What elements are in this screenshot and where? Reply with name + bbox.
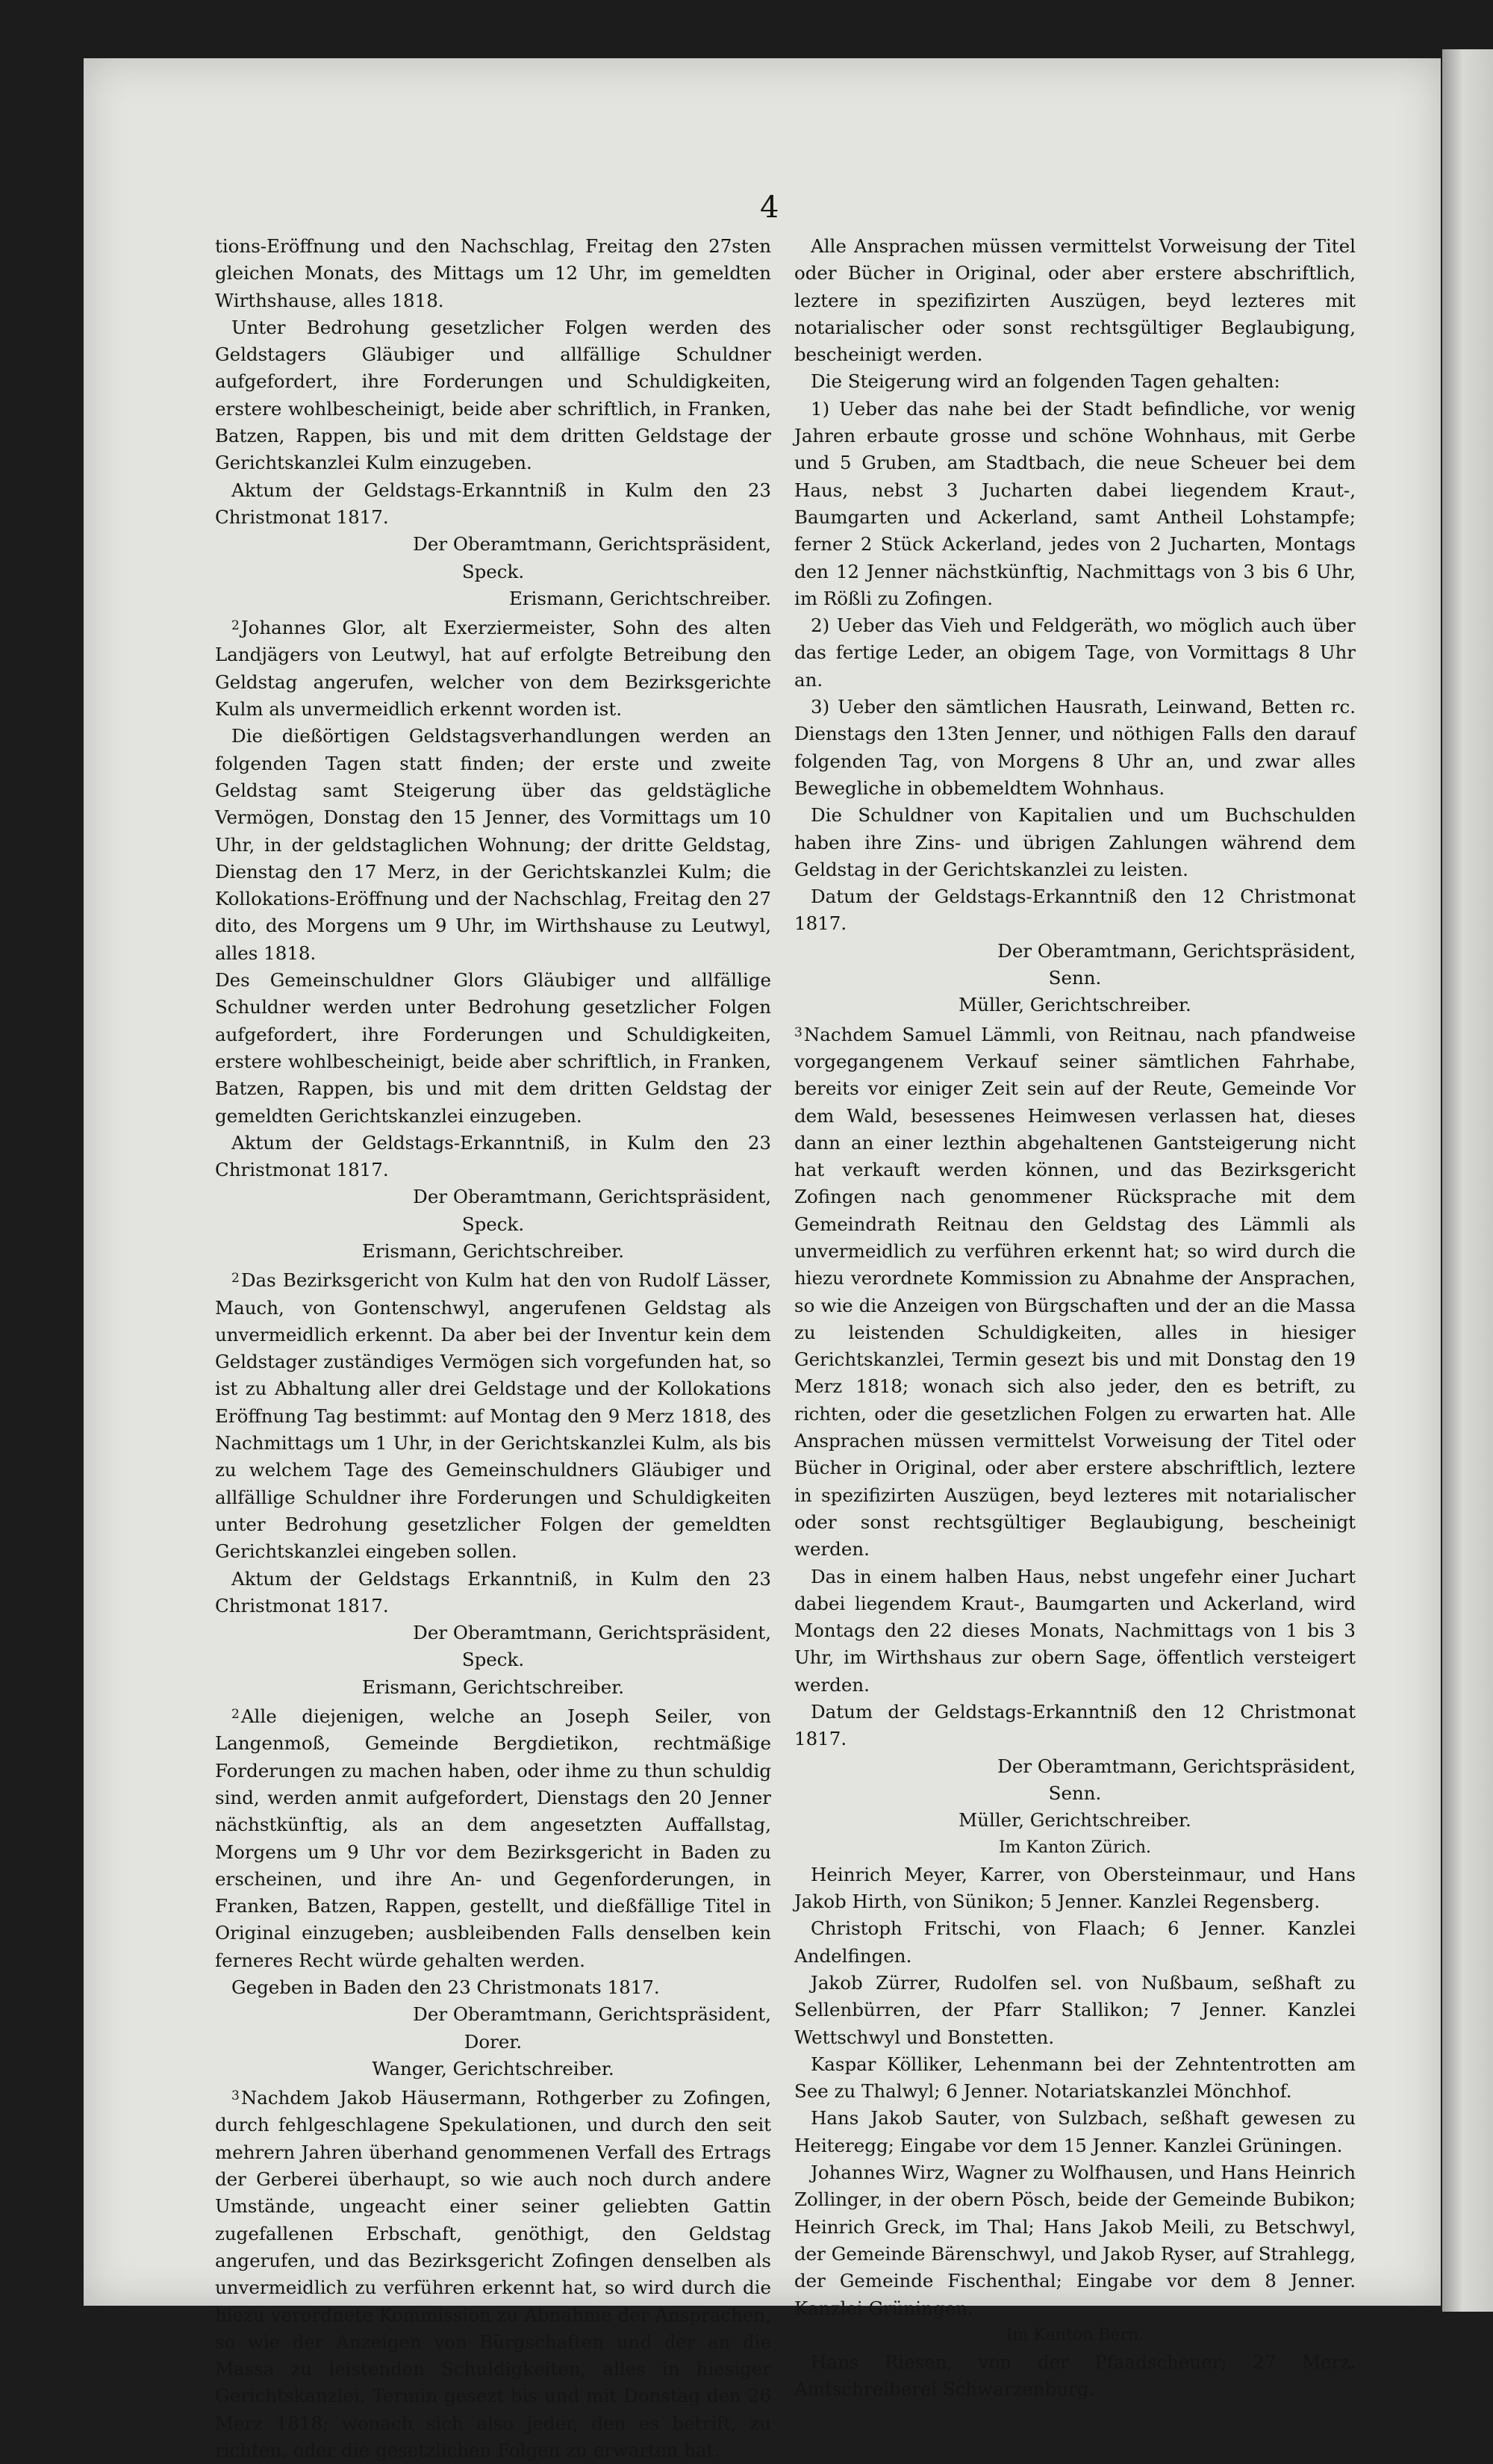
left-column-paragraph-l1 [215, 233, 771, 314]
paragraph-text: Datum der Geldstags-Erkanntniß den 12 Christmonat 1817. [794, 1701, 1356, 1750]
left-column-paragraph-l19 [215, 1701, 771, 1974]
paragraph-text: 3) Ueber den sämtlichen Hausrath, Leinwand, Betten rc. Dienstags den 13ten Jenner, und nöthigen Falls den darauf folgenden Tag, von Morgens 8 Uhr an, und zwar alles Bewegliche in obbemeldtem Wohnhaus. [794, 696, 1356, 799]
paragraph-text: Nachdem Samuel Lämmli, von Reitnau, nach pfandweise vorgegangenem Verkauf seiner sämtlichen Fahrhabe, bereits vor einiger Zeit sein auf der Reute, Gemeinde Vor dem Wald, besessenes Heimwesen verlassen hat, dieses dann an einer lezthin abgehaltenen Gantsteigerung nicht hat verkauft werden können, und das Bezirksgericht Zofingen nach genommener Rücksprache mit dem Gemeindrath Reitnau den Geldstag des Lämmli als unvermeidlich zu verführen erkennt hat; so wird durch die hiezu verordnete Kommission zu Abnahme der Ansprachen, so wie die Anzeigen von Bürgschaften und der an die Massa zu leistenden Schuldigkeiten, alles in hiesiger Gerichtskanzlei, Termin gesezt bis und mit Donstag den 19 Merz 1818; wonach sich also jeder, den es betrift, zu richten, oder die gesetzlichen Folgen zu erwarten hat. Alle Ansprachen müssen vermittelst Vorweisung der Titel oder Bücher in Original, oder aber erstere abschriftlich, leztere in spezifizirten Auszügen, beyd lezteres mit notarialischer oder sonst rechtsgültiger Beglaubigung, bescheinigt werden. [794, 1023, 1356, 1561]
right-column-paragraph-r7 [794, 883, 1356, 938]
left-column-paragraph-l15 [215, 1566, 771, 1620]
right-column-paragraph-r20 [794, 1970, 1356, 2051]
paragraph-text: Der Oberamtmann, Gerichtspräsident, [413, 1622, 771, 1644]
paragraph-text: Aktum der Geldstags-Erkanntniß in Kulm den 23 Christmonat 1817. [215, 479, 771, 528]
right-column-paragraph-r2 [794, 368, 1356, 395]
insertion-count-marker: 2 [231, 1707, 240, 1723]
paragraph-text: Unter Bedrohung gesetzlicher Folgen werden des Geldstagers Gläubiger und allfällige Schuldner aufgefordert, ihre Forderungen und Schuldigkeiten, erstere wohlbescheinigt, beide aber schriftlich, in Franken, Batzen, Rappen, bis und mit dem dritten Geldstage der Gerichtskanzlei Kulm einzugeben. [215, 316, 771, 474]
left-column-paragraph-l16 [215, 1620, 771, 1646]
left-column-paragraph-l7 [215, 612, 771, 723]
paragraph-text: 2) Ueber das Vieh und Feldgeräth, wo möglich auch über das fertige Leder, an obigem Tage, von Vormittags 8 Uhr an. [794, 615, 1356, 691]
paragraph-text: Müller, Gerichtschreiber. [959, 994, 1191, 1016]
left-column-paragraph-l14 [215, 1265, 771, 1565]
paragraph-text: Aktum der Geldstags-Erkanntniß, in Kulm den 23 Christmonat 1817. [215, 1131, 771, 1181]
insertion-count-marker: 3 [794, 1024, 802, 1040]
left-column-paragraph-l24 [215, 2082, 771, 2464]
right-column-paragraph-r23 [794, 2159, 1356, 2322]
paragraph-text: tions-Eröffnung und den Nachschlag, Freitag den 27sten gleichen Monats, des Mittags um 12 Uhr, im gemeldten Wirthshause, alles 1818. [215, 235, 771, 311]
right-column-paragraph-r10 [794, 992, 1356, 1018]
left-column-paragraph-l17 [215, 1646, 771, 1673]
right-column-paragraph-r11 [794, 1019, 1356, 1564]
paragraph-text: Des Gemeinschuldner Glors Gläubiger und allfällige Schuldner werden unter Bedrohung gesetzlicher Folgen aufgefordert, ihre Forderungen und Schuldigkeiten, erstere wohlbescheinigt, beide aber schriftlich, in Franken, Batzen, Rappen, bis und mit dem dritten Geldstag der gemeldten Gerichtskanzlei einzugeben. [215, 969, 771, 1127]
paragraph-text: Heinrich Meyer, Karrer, von Obersteinmaur, und Hans Jakob Hirth, von Sünikon; 5 Jenner. Kanzlei Regensberg. [794, 1863, 1356, 1913]
right-column-paragraph-r4 [794, 612, 1356, 694]
right-column-paragraph-r3 [794, 396, 1356, 612]
paragraph-text: Speck. [461, 560, 525, 582]
left-column-paragraph-l13 [215, 1238, 771, 1265]
paragraph-text: Speck. [461, 1649, 525, 1671]
paragraph-text: Der Oberamtmann, Gerichtspräsident, [413, 1186, 771, 1208]
paragraph-text: Datum der Geldstags-Erkanntniß den 12 Christmonat 1817. [794, 886, 1356, 935]
paragraph-text: Im Kanton Bern. [1006, 2325, 1144, 2345]
right-column [794, 233, 1356, 2404]
left-column-paragraph-l4 [215, 531, 771, 558]
paragraph-text: Müller, Gerichtschreiber. [959, 1809, 1191, 1832]
paragraph-text: Senn. [1048, 1782, 1102, 1804]
right-column-paragraph-r22 [794, 2105, 1356, 2159]
left-column-paragraph-l5 [215, 559, 771, 585]
page-number: 4 [760, 190, 779, 225]
left-column-paragraph-l18 [215, 1674, 771, 1701]
left-column-paragraph-l6 [215, 585, 771, 612]
paragraph-text: Kaspar Kölliker, Lehenmann bei der Zehntentrotten am See zu Thalwyl; 6 Jenner. Notariatskanzlei Mönchhof. [794, 2053, 1356, 2103]
paragraph-text: Das in einem halben Haus, nebst ungefehr einer Juchart dabei liegendem Kraut-, Baumgarten und Ackerland, wird Montags den 22 dieses Monats, Nachmittags von 1 bis 3 Uhr, im Wirthshaus zur obern Sage, öffentlich versteigert werden. [794, 1565, 1356, 1696]
right-column-paragraph-r14 [794, 1753, 1356, 1780]
adjacent-page-edge [1442, 49, 1493, 2312]
left-column-paragraph-l11 [215, 1183, 771, 1210]
right-column-paragraph-r16 [794, 1807, 1356, 1834]
paragraph-text: Die dießörtigen Geldstagsverhandlungen werden an folgenden Tagen statt finden; der erste und zweite Geldstag samt Steigerung über das geldstägliche Vermögen, Donstag den 15 Jenner, des Vormittags um 10 Uhr, in der geldstaglichen Wohnung; der dritte Geldstag, Dienstag den 17 Merz, in der Gerichtskanzlei Kulm; die Kollokations-Eröffnung und der Nachschlag, Freitag den 27 dito, des Morgens um 9 Uhr, im Wirthshause zu Leutwyl, alles 1818. [215, 725, 771, 964]
paragraph-text: Wanger, Gerichtschreiber. [372, 2057, 614, 2079]
right-column-paragraph-r17 [794, 1835, 1356, 1861]
right-column-paragraph-r12 [794, 1564, 1356, 1699]
right-column-paragraph-r18 [794, 1861, 1356, 1916]
paragraph-text: Alle diejenigen, welche an Joseph Seiler, von Langenmoß, Gemeinde Bergdietikon, rechtmäßige Forderungen zu machen haben, oder ihme zu thun schuldig sind, werden anmit aufgefordert, Dienstags den 20 Jenner nächstkünftig, als an dem angesetzten Auffallstag, Morgens um 9 Uhr vor dem Bezirksgericht in Baden zu erscheinen, und ihre An- und Gegenforderungen, in Franken, Batzen, Rappen, gestellt, und dießfällige Titel in Original einzugeben; ausbleibenden Falls denselben kein ferneres Recht würde gehalten werden. [215, 1705, 771, 1971]
paragraph-text: Hans Jakob Sauter, von Sulzbach, seßhaft gewesen zu Heiteregg; Eingabe vor dem 15 Jenner. Kanzlei Grüningen. [794, 2107, 1356, 2156]
right-column-paragraph-r25 [794, 2349, 1356, 2404]
left-column-paragraph-l10 [215, 1130, 771, 1184]
paragraph-text: Johannes Wirz, Wagner zu Wolfhausen, und Hans Heinrich Zollinger, in der obern Pösch, beide der Gemeinde Bubikon; Heinrich Greck, im Thal; Hans Jakob Meili, zu Betschwyl, der Gemeinde Bärenschwyl, und Jakob Ryser, auf Strahlegg, der Gemeinde Fischenthal; Eingabe vor dem 8 Jenner. Kanzlei Grüningen. [794, 2162, 1356, 2319]
paragraph-text: Gegeben in Baden den 23 Christmonats 1817. [231, 1976, 660, 1998]
paragraph-text: Christoph Fritschi, von Flaach; 6 Jenner. Kanzlei Andelfingen. [794, 1917, 1356, 1967]
paragraph-text: Nachdem Jakob Häusermann, Rothgerber zu Zofingen, durch fehlgeschlagene Spekulationen, und durch den seit mehrern Jahren überhand genommenen Verfall des Ertrags der Gerberei überhaupt, so wie auch noch durch andere Umstände, ungeacht einer seiner geliebten Gattin zugefallenen Erbschaft, genöthigt, den Geldstag angerufen, und das Bezirksgericht Zofingen denselben als unvermeidlich zu verführen erkennt hat, so wird durch die hiezu verordnete Kommission zu Abnahme der Ansprachen, so wie der Anzeigen von Bürgschaften und der an die Massa zu leistenden Schuldigkeiten, alles in hiesiger Gerichtskanzlei, Termin gesezt bis und mit Donstag den 26 Merz 1818; wonach sich also jeder, den es betrift, zu richten, oder die gesetzlichen Folgen zu erwarten hat. [215, 2087, 771, 2462]
right-column-paragraph-r15 [794, 1780, 1356, 1807]
right-column-paragraph-r21 [794, 2051, 1356, 2106]
right-column-paragraph-r13 [794, 1699, 1356, 1753]
paragraph-text: Alle Ansprachen müssen vermittelst Vorweisung der Titel oder Bücher in Original, oder aber erstere abschriftlich, leztere in spezifizirten Auszügen, beyd lezteres mit notarialischer oder sonst rechtsgültiger Beglaubigung, bescheinigt werden. [794, 235, 1356, 366]
right-column-paragraph-r6 [794, 802, 1356, 883]
paragraph-text: Speck. [461, 1213, 525, 1235]
insertion-count-marker: 3 [231, 2088, 240, 2104]
paragraph-text: Der Oberamtmann, Gerichtspräsident, [413, 2003, 771, 2026]
right-column-paragraph-r9 [794, 965, 1356, 992]
paragraph-text: Die Steigerung wird an folgenden Tagen gehalten: [811, 370, 1280, 393]
right-column-paragraph-r1 [794, 233, 1356, 368]
left-column-paragraph-l23 [215, 2056, 771, 2082]
insertion-count-marker: 2 [231, 1271, 240, 1287]
paragraph-text: Erismann, Gerichtschreiber. [508, 587, 771, 609]
paragraph-text: Der Oberamtmann, Gerichtspräsident, [413, 533, 771, 556]
right-column-paragraph-r5 [794, 694, 1356, 802]
paragraph-text: Dorer. [464, 2030, 523, 2053]
left-column-paragraph-l21 [215, 2001, 771, 2028]
left-column-paragraph-l20 [215, 1974, 771, 2001]
right-column-paragraph-r19 [794, 1915, 1356, 1970]
left-column-paragraph-l2 [215, 314, 771, 477]
left-column-paragraph-l3 [215, 477, 771, 532]
paragraph-text: Aktum der Geldstags Erkanntniß, in Kulm den 23 Christmonat 1817. [215, 1567, 771, 1617]
right-column-paragraph-r8 [794, 938, 1356, 965]
left-column-paragraph-l9 [215, 967, 771, 1130]
paragraph-text: 1) Ueber das nahe bei der Stadt befindliche, vor wenig Jahren erbaute grosse und schöne Wohnhaus, mit Gerbe und 5 Gruben, am Stadtbach, die neue Scheuer bei dem Haus, nebst 3 Jucharten dabei liegendem Kraut-, Baumgarten und Ackerland, samt Antheil Lohstampfe; ferner 2 Stück Ackerland, jedes von 2 Jucharten, Montags den 12 Jenner nächstkünftig, Nachmittags von 3 bis 6 Uhr, im Rößli zu Zofingen. [794, 397, 1356, 609]
right-column-paragraph-r24 [794, 2322, 1356, 2349]
paragraph-text: Der Oberamtmann, Gerichtspräsident, [997, 939, 1356, 962]
paragraph-text: Erismann, Gerichtschreiber. [361, 1676, 625, 1698]
left-column-paragraph-l8 [215, 723, 771, 967]
paragraph-text: Der Oberamtmann, Gerichtspräsident, [997, 1755, 1356, 1777]
paragraph-text: Johannes Glor, alt Exerziermeister, Sohn des alten Landjägers von Leutwyl, hat auf erfolgte Betreibung den Geldstag angerufen, welcher von dem Bezirksgerichte Kulm als unvermeidlich erkennt worden ist. [215, 617, 771, 721]
paragraph-text: Das Bezirksgericht von Kulm hat den von Rudolf Lässer, Mauch, von Gontenschwyl, angerufenen Geldstag als unvermeidlich erkennt. Da aber bei der Inventur kein dem Geldstager zuständiges Vermögen sich vorgefunden hat, so ist zu Abhaltung aller drei Geldstage und der Kollokations Eröffnung Tag bestimmt: auf Montag den 9 Merz 1818, des Nachmittags um 1 Uhr, in der Gerichtskanzlei Kulm, als bis zu welchem Tage des Gemeinschuldners Gläubiger und allfällige Schuldner ihre Forderungen und Schuldigkeiten unter Bedrohung gesetzlicher Folgen der gemeldten Gerichtskanzlei eingeben sollen. [215, 1269, 771, 1563]
paragraph-text: Im Kanton Zürich. [998, 1838, 1151, 1857]
left-column-paragraph-l22 [215, 2029, 771, 2056]
paragraph-text: Hans Riesen, von der Pfaadscheuer; 27 Merz. Amtschreiberei Schwarzenburg. [794, 2351, 1356, 2401]
left-column-paragraph-l12 [215, 1211, 771, 1238]
paragraph-text: Senn. [1048, 967, 1102, 989]
left-column [215, 233, 771, 2464]
insertion-count-marker: 2 [231, 618, 240, 634]
paragraph-text: Jakob Zürrer, Rudolfen sel. von Nußbaum, seßhaft zu Sellenbürren, der Pfarr Stallikon; 7 Jenner. Kanzlei Wettschwyl und Bonstetten. [794, 1972, 1356, 2048]
paragraph-text: Erismann, Gerichtschreiber. [361, 1239, 625, 1262]
paragraph-text: Die Schuldner von Kapitalien und um Buchschulden haben ihre Zins- und übrigen Zahlungen während dem Geldstag in der Gerichtskanzlei zu leisten. [794, 804, 1356, 880]
